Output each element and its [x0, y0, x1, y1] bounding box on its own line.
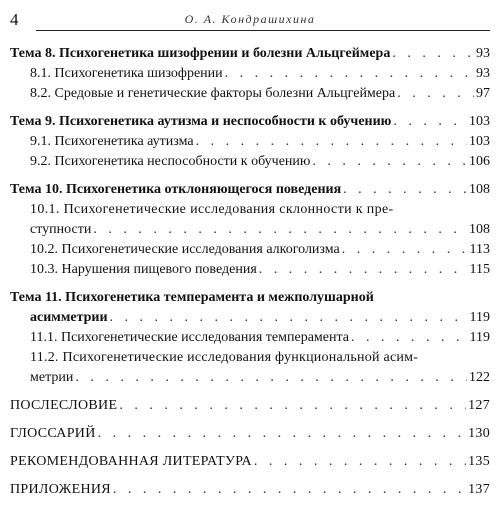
toc-entry-topic-11[interactable] — [10, 308, 490, 328]
toc-entry-topic-8[interactable] — [10, 44, 490, 64]
toc-entry-page: 130 — [468, 426, 490, 441]
toc-entry-title: ПОСЛЕСЛОВИЕ — [10, 398, 118, 413]
running-header — [10, 4, 490, 30]
toc-entry-title: Тема 8. Психогенетика шизофрении и болезни Альцгеймера — [10, 46, 391, 61]
toc-entry-10-2[interactable] — [30, 240, 490, 260]
toc-entry-page: 115 — [469, 262, 490, 277]
toc-entry-11-2[interactable] — [30, 368, 490, 388]
toc-entry-appendices[interactable] — [10, 480, 490, 500]
toc-entry-page: 108 — [469, 222, 490, 237]
dot-leader — [342, 240, 468, 260]
dot-leader — [397, 84, 474, 104]
toc-entry-page: 122 — [469, 370, 490, 385]
toc-entry-page: 108 — [469, 182, 490, 197]
toc-section-11 — [10, 288, 490, 388]
toc-entry-page: 103 — [469, 134, 490, 149]
header-rule — [36, 30, 490, 31]
toc-entry-10-1-line1[interactable]: 10.1. Психогенетические исследования склонности к пре- — [30, 202, 394, 217]
toc-entry-page: 137 — [468, 482, 490, 497]
toc-entry-8-1[interactable] — [30, 64, 490, 84]
dot-leader — [98, 424, 466, 444]
toc-entry-page: 119 — [469, 310, 490, 325]
toc-entry-page: 93 — [476, 46, 490, 61]
toc-entry-9-1[interactable] — [30, 132, 490, 152]
toc-entry-topic-10[interactable] — [10, 180, 490, 200]
toc-entry-page: 113 — [469, 242, 490, 257]
toc-entry-page: 119 — [469, 330, 490, 345]
toc-entry-page: 106 — [469, 154, 490, 169]
dot-leader — [225, 64, 474, 84]
toc-entry-glossary[interactable] — [10, 424, 490, 444]
toc-entry-title: Тема 9. Психогенетика аутизма и неспособности к обучению — [10, 114, 392, 129]
toc-entry-topic-9[interactable] — [10, 112, 490, 132]
toc-entry-topic-11-line1[interactable]: Тема 11. Психогенетика темперамента и межполушарной — [10, 290, 374, 305]
toc-entry-8-2[interactable] — [30, 84, 490, 104]
toc-section-8 — [10, 44, 490, 104]
toc-entry-title: ГЛОССАРИЙ — [10, 426, 96, 441]
dot-leader — [75, 368, 467, 388]
toc-entry-title: 9.1. Психогенетика аутизма — [30, 134, 194, 149]
toc-entry-page: 93 — [476, 66, 490, 81]
dot-leader — [113, 480, 466, 500]
toc-entry-page: 103 — [469, 114, 490, 129]
toc-entry-11-1[interactable] — [30, 328, 490, 348]
toc-back-matter — [10, 396, 490, 500]
toc-entry-title: 8.1. Психогенетика шизофрении — [30, 66, 223, 81]
running-header-author: О. А. Кондрашихина — [184, 12, 316, 26]
dot-leader — [351, 328, 468, 348]
toc-entry-10-3[interactable] — [30, 260, 490, 280]
dot-leader — [196, 132, 467, 152]
dot-leader — [93, 220, 467, 240]
toc-entry-page: 97 — [476, 86, 490, 101]
toc-entry-recommended-literature[interactable] — [10, 452, 490, 472]
page-number: 4 — [10, 10, 19, 29]
toc-entry-title: Тема 10. Психогенетика отклоняющегося поведения — [10, 182, 342, 197]
dot-leader — [259, 260, 468, 280]
toc-entry-title: 9.2. Психогенетика неспособности к обучению — [30, 154, 311, 169]
toc-entry-title: 10.2. Психогенетические исследования алкоголизма — [30, 242, 340, 257]
toc-entry-title: 10.3. Нарушения пищевого поведения — [30, 262, 257, 277]
toc-entry-title: 8.2. Средовые и генетические факторы болезни Альцгеймера — [30, 86, 396, 101]
toc-section-9 — [10, 112, 490, 172]
toc-entry-10-1[interactable] — [30, 220, 490, 240]
dot-leader — [392, 44, 474, 64]
toc-entry-title: 11.1. Психогенетические исследования темперамента — [30, 330, 349, 345]
dot-leader — [110, 308, 468, 328]
toc-entry-page: 135 — [468, 454, 490, 469]
toc-entry-11-2-line1[interactable]: 11.2. Психогенетические исследования функциональной асим- — [30, 350, 419, 365]
dot-leader — [393, 112, 467, 132]
toc-entry-9-2[interactable] — [30, 152, 490, 172]
toc-entry-title-continued: ступности — [30, 222, 92, 237]
dot-leader — [312, 152, 467, 172]
toc-entry-title-continued: асимметрии — [30, 310, 108, 325]
toc-entry-title: РЕКОМЕНДОВАННАЯ ЛИТЕРАТУРА — [10, 454, 252, 469]
table-of-contents — [10, 44, 490, 506]
toc-section-10 — [10, 180, 490, 280]
dot-leader — [254, 452, 466, 472]
toc-entry-title: ПРИЛОЖЕНИЯ — [10, 482, 111, 497]
toc-entry-title-continued: метрии — [30, 370, 74, 385]
dot-leader — [343, 180, 467, 200]
toc-entry-afterword[interactable] — [10, 396, 490, 416]
toc-entry-page: 127 — [468, 398, 490, 413]
dot-leader — [119, 396, 466, 416]
